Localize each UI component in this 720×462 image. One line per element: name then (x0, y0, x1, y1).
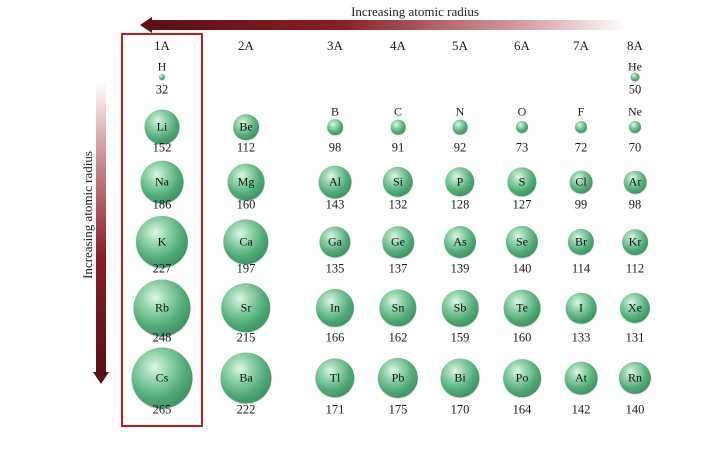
radius-value-n: 92 (453, 140, 467, 155)
symbol-rb: Rb (154, 300, 170, 315)
left-radius-arrow (96, 82, 106, 372)
symbol-p: P (456, 174, 464, 189)
radius-value-br: 114 (571, 261, 591, 276)
symbol-kr: Kr (628, 234, 642, 249)
atom-h (159, 74, 165, 80)
radius-value-as: 139 (450, 261, 470, 276)
radius-value-ge: 137 (388, 261, 408, 276)
radius-value-li: 152 (152, 140, 172, 155)
radius-value-sr: 215 (236, 330, 256, 345)
symbol-n: N (455, 104, 465, 119)
radius-value-po: 164 (512, 402, 532, 417)
symbol-tl: Tl (329, 370, 341, 385)
group-label-8a: 8A (627, 38, 643, 53)
symbol-rn: Rn (627, 370, 643, 385)
symbol-as: As (453, 234, 467, 249)
radius-value-f: 72 (574, 140, 588, 155)
symbol-in: In (330, 300, 340, 315)
radius-value-si: 132 (388, 197, 408, 212)
radius-value-na: 186 (152, 197, 172, 212)
radius-value-te: 160 (512, 330, 532, 345)
radius-value-rn: 140 (625, 402, 645, 417)
radius-value-ar: 98 (628, 197, 642, 212)
symbol-cs: Cs (155, 370, 169, 385)
symbol-f: F (577, 104, 585, 119)
radius-value-i: 133 (571, 330, 591, 345)
symbol-bi: Bi (454, 370, 466, 385)
symbol-na: Na (155, 174, 169, 189)
symbol-pb: Pb (391, 370, 405, 385)
symbol-sn: Sn (391, 300, 405, 315)
group-label-5a: 5A (452, 38, 468, 53)
symbol-he: He (628, 59, 642, 74)
radius-value-he: 50 (628, 82, 642, 97)
symbol-sb: Sb (453, 300, 467, 315)
symbol-cl: Cl (575, 174, 587, 189)
symbol-si: Si (392, 174, 404, 189)
symbol-te: Te (516, 300, 528, 315)
symbol-ca: Ca (239, 234, 253, 249)
group-label-3a: 3A (327, 38, 343, 53)
symbol-b: B (330, 104, 340, 119)
symbol-s: S (518, 174, 526, 189)
group-label-1a: 1A (154, 38, 170, 53)
radius-value-p: 128 (450, 197, 470, 212)
group-label-6a: 6A (514, 38, 530, 53)
symbol-be: Be (239, 119, 253, 134)
radius-value-tl: 171 (325, 402, 345, 417)
radius-value-k: 227 (152, 261, 172, 276)
radius-value-b: 98 (328, 140, 342, 155)
symbol-i: I (579, 300, 583, 315)
symbol-at: At (575, 370, 587, 385)
top-radius-arrow (150, 20, 628, 30)
atom-c (391, 120, 406, 135)
radius-value-kr: 112 (625, 261, 645, 276)
radius-value-ca: 197 (236, 261, 256, 276)
radius-value-pb: 175 (388, 402, 408, 417)
radius-value-bi: 170 (450, 402, 470, 417)
symbol-ge: Ge (391, 234, 405, 249)
symbol-ba: Ba (239, 370, 253, 385)
symbol-po: Po (515, 370, 529, 385)
group-label-4a: 4A (390, 38, 406, 53)
atom-ne (629, 121, 641, 133)
symbol-se: Se (516, 234, 528, 249)
symbol-o: O (517, 104, 527, 119)
radius-value-sb: 159 (450, 330, 470, 345)
radius-value-ne: 70 (628, 140, 642, 155)
symbol-li: Li (156, 119, 168, 134)
radius-value-ga: 135 (325, 261, 345, 276)
radius-value-sn: 162 (388, 330, 408, 345)
radius-value-al: 143 (325, 197, 345, 212)
symbol-br: Br (575, 234, 587, 249)
radius-value-cs: 265 (152, 402, 172, 417)
symbol-ga: Ga (328, 234, 342, 249)
radius-value-se: 140 (512, 261, 532, 276)
radius-value-h: 32 (155, 82, 169, 97)
left-arrow-title: Increasing atomic radius (80, 151, 95, 279)
atom-n (453, 120, 468, 135)
symbol-ar: Ar (628, 174, 642, 189)
radius-value-rb: 248 (152, 330, 172, 345)
symbol-h: H (157, 59, 167, 74)
symbol-mg: Mg (237, 174, 255, 189)
radius-value-c: 91 (391, 140, 405, 155)
radius-value-o: 73 (515, 140, 529, 155)
radius-value-xe: 131 (625, 330, 645, 345)
radius-value-mg: 160 (236, 197, 256, 212)
symbol-xe: Xe (628, 300, 642, 315)
symbol-sr: Sr (240, 300, 252, 315)
symbol-c: C (393, 104, 403, 119)
atom-f (575, 121, 587, 133)
radius-value-in: 166 (325, 330, 345, 345)
top-arrow-title: Increasing atomic radius (351, 4, 479, 19)
symbol-k: K (157, 234, 167, 249)
radius-value-cl: 99 (574, 197, 588, 212)
symbol-al: Al (329, 174, 341, 189)
radius-value-s: 127 (512, 197, 532, 212)
radius-value-be: 112 (236, 140, 256, 155)
radius-value-at: 142 (571, 402, 591, 417)
group-label-7a: 7A (573, 38, 589, 53)
left-arrow-head (93, 372, 109, 384)
atom-o (516, 121, 528, 133)
atom-b (327, 119, 343, 135)
radius-value-ba: 222 (236, 402, 256, 417)
symbol-ne: Ne (628, 104, 642, 119)
group-label-2a: 2A (238, 38, 254, 53)
